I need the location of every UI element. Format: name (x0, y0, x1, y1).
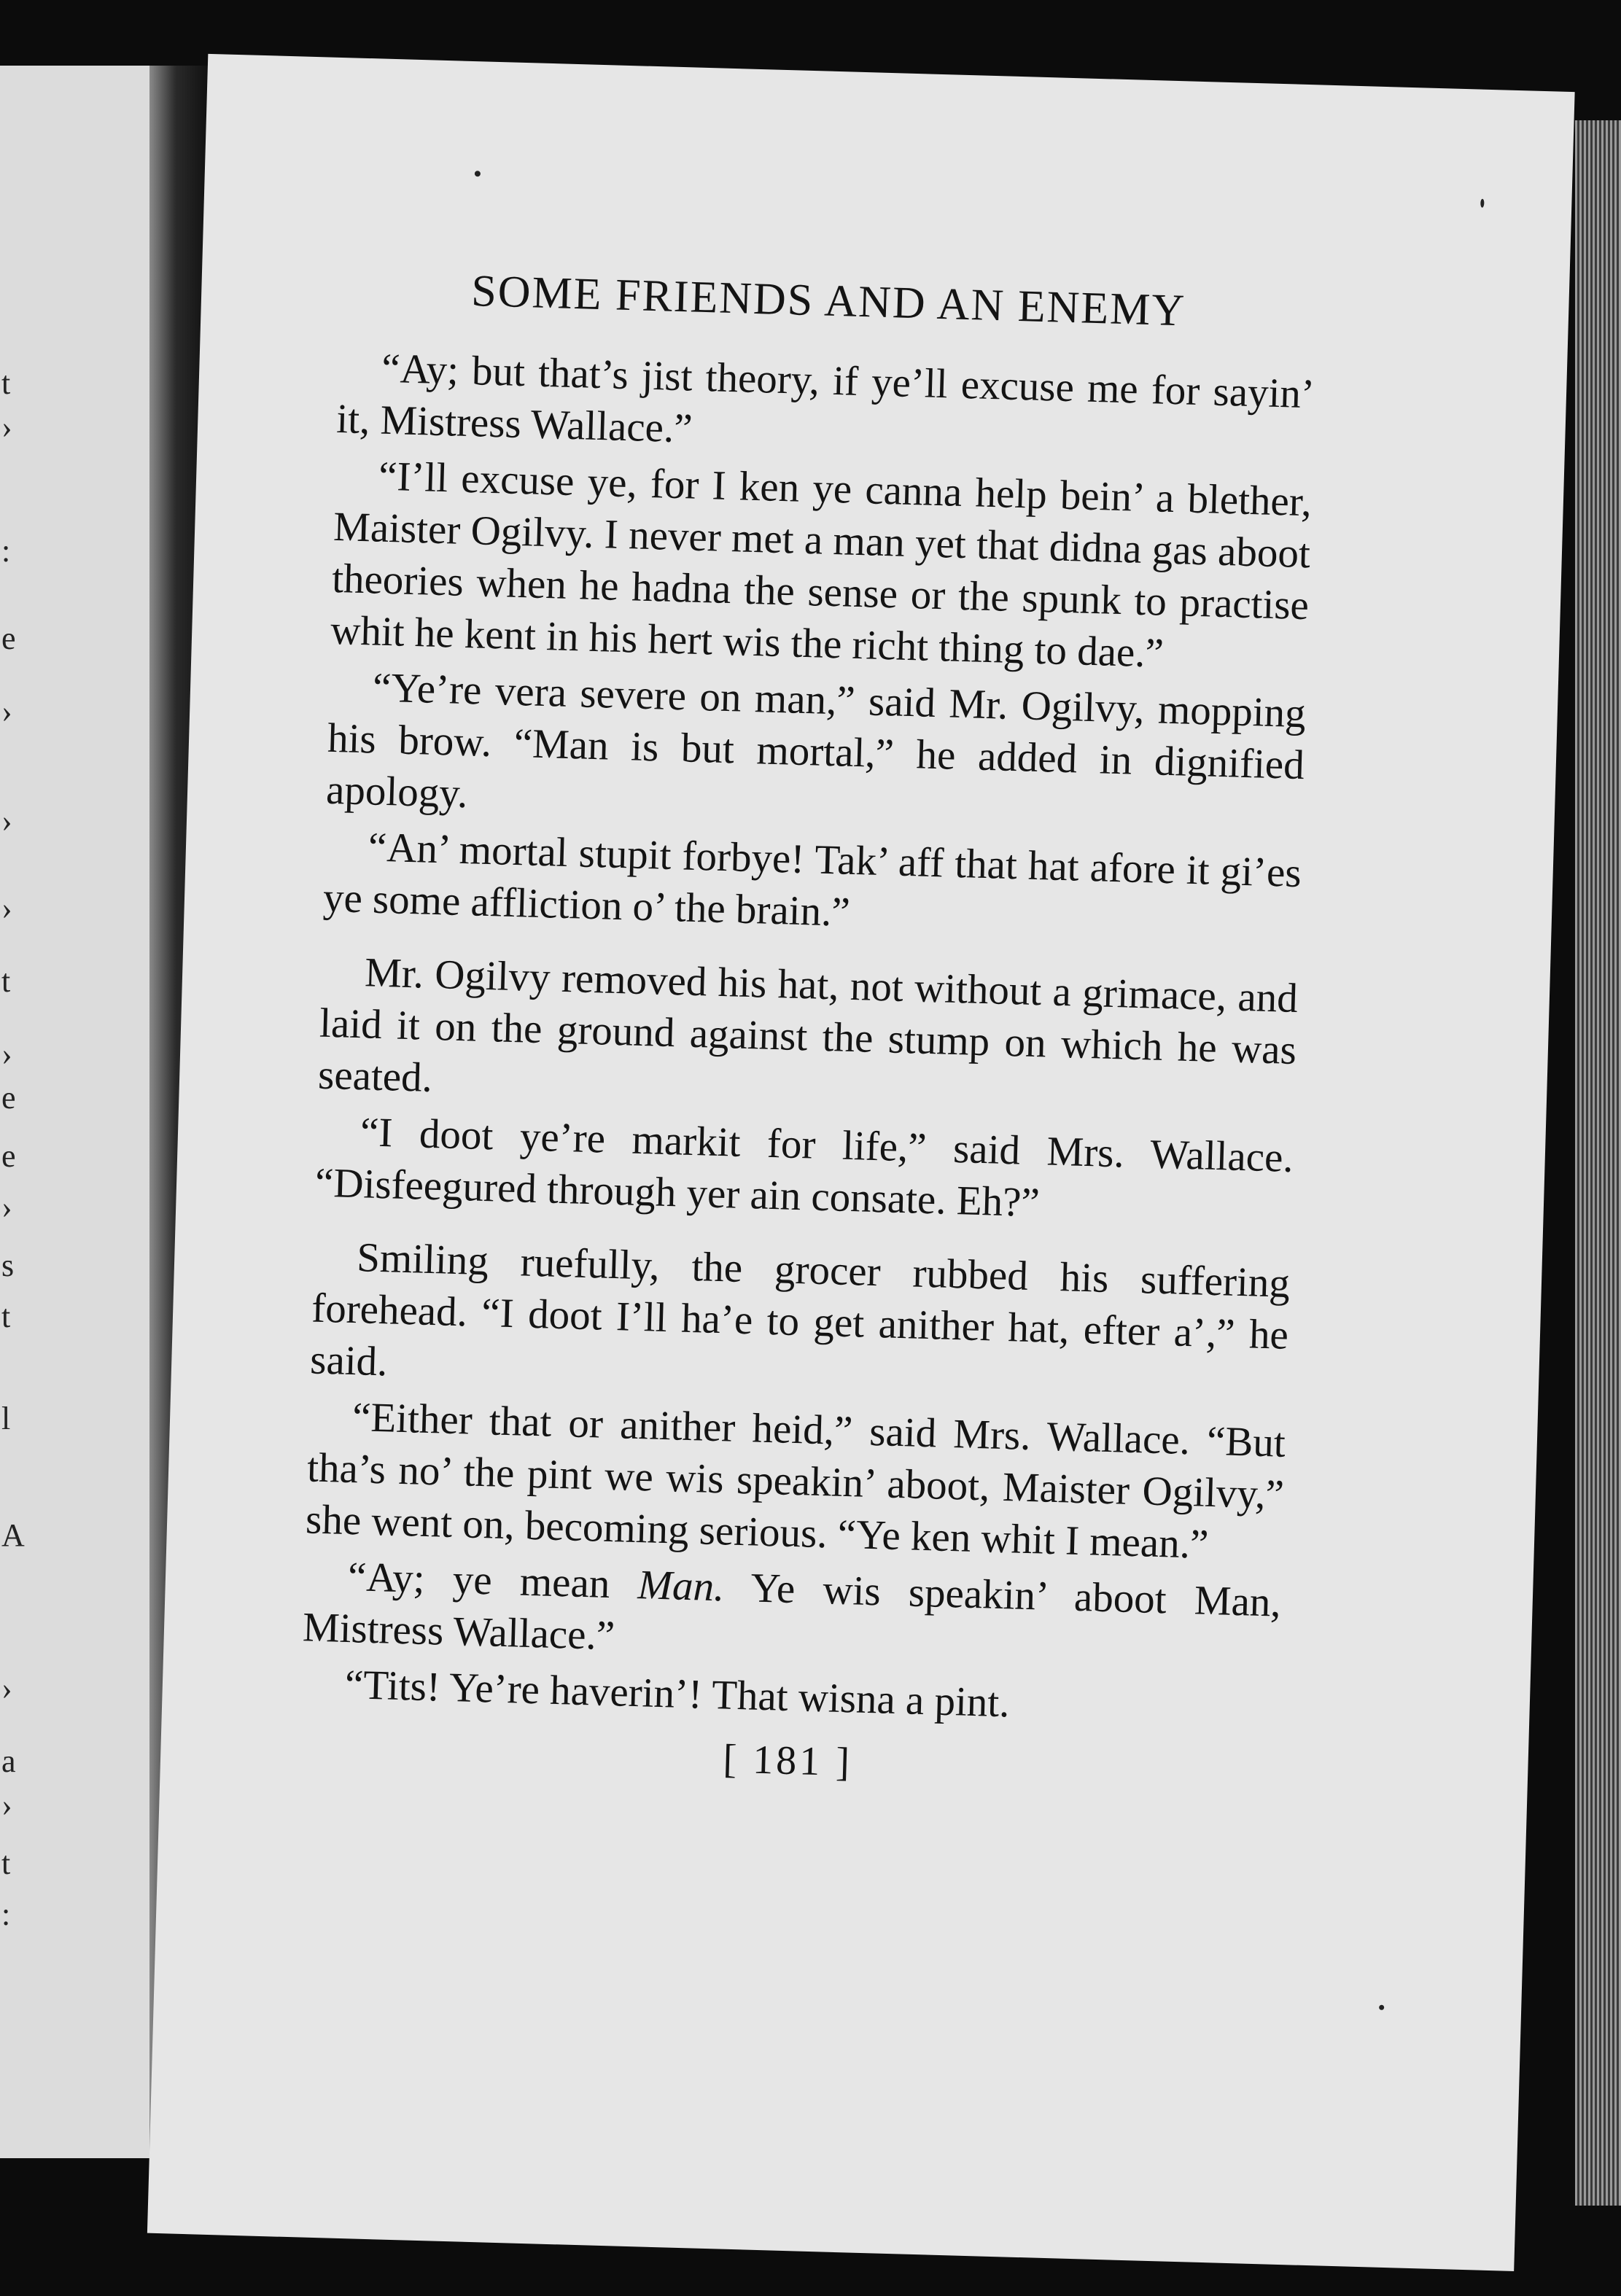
left-page-fragment: t (1, 963, 11, 999)
left-page-fragment: A (1, 1517, 25, 1553)
paragraph: “Ay; but that’s jist theory, if ye’ll excuse me for sayin’ it, Mistress Wallace.” (335, 345, 1315, 452)
left-page-fragment: › (1, 1189, 12, 1225)
left-page-fragment: › (1, 409, 12, 445)
left-page-fragment: t (1, 1299, 11, 1334)
paragraph-text: Ye wis speakin’ aboot Man, Mistress Wallace.” (302, 1564, 1282, 1659)
left-page-fragment: › (1, 1036, 12, 1072)
left-page-fragment: : (1, 533, 11, 569)
left-page-fragment: a (1, 1743, 16, 1779)
paper-speck (1480, 199, 1484, 208)
paragraph: “I’ll excuse ye, for I ken ye canna help bein’ a blether, Maister Ogilvy. I never met a man yet that didna gas aboot theories when he hadna the sense or the spunk to practise whit he kent in his hert wis the richt thing to dae.” (330, 453, 1313, 677)
page-text-block (299, 262, 1318, 1798)
paragraph: Mr. Ogilvy removed his hat, not without a grimace, and laid it on the ground against the stump on which he was seated. (317, 949, 1299, 1101)
left-page-fragment: e (1, 1080, 16, 1116)
left-page-fragment: l (1, 1401, 11, 1436)
left-page-fragment: t (1, 1845, 11, 1881)
paper-speck (475, 171, 481, 176)
paragraph: “I doot ye’re markit for life,” said Mrs. Wallace. “Disfeegured through yer ain consate. Eh?” (314, 1109, 1294, 1226)
left-page-fragment: s (1, 1248, 15, 1283)
left-page-fragment: e (1, 620, 16, 656)
paper-speck (1379, 2005, 1384, 2010)
left-page-fragment: › (1, 1670, 12, 1706)
paragraph: Smiling ruefully, the grocer rubbed his suffering forehead. “I doot I’ll ha’e to get anither hat, efter a’,” he said. (309, 1234, 1291, 1385)
paragraph: “Tits! Ye’re haverin’! That wisna a pint. (344, 1661, 1011, 1727)
paragraph: “Ye’re vera severe on man,” said Mr. Ogilvy, mopping his brow. “Man is but mortal,” he added in dignified apology. (325, 664, 1307, 817)
italic-word: Man. (637, 1562, 726, 1611)
left-page-fragment: › (1, 890, 12, 926)
page-fore-edge (1575, 120, 1621, 2206)
left-page-fragment: t (1, 365, 11, 401)
paragraph: “An’ mortal stupit forbye! Tak’ aff that hat afore it gi’es ye some affliction o’ the brain.” (322, 824, 1302, 935)
paragraph-with-italic (302, 1549, 1281, 1680)
book-page (147, 54, 1575, 2271)
left-page-fragment: › (1, 693, 12, 729)
left-facing-page (0, 66, 149, 2158)
left-page-fragment: e (1, 1138, 16, 1174)
left-page-fragment: : (1, 1896, 11, 1932)
running-head: SOME FRIENDS AND AN ENEMY (470, 266, 1187, 336)
left-page-fragment: › (1, 1787, 12, 1823)
left-page-fragment: › (1, 803, 12, 838)
paragraph-text: “Ay; ye mean (347, 1554, 639, 1608)
paragraph: “Either that or anither heid,” said Mrs. Wallace. “But tha’s no’ the pint we wis speakin’ aboot, Maister Ogilvy,” she went on, becoming serious. “Ye ken whit I mean.” (305, 1394, 1286, 1568)
page-number: [ 181 ] (722, 1736, 853, 1786)
